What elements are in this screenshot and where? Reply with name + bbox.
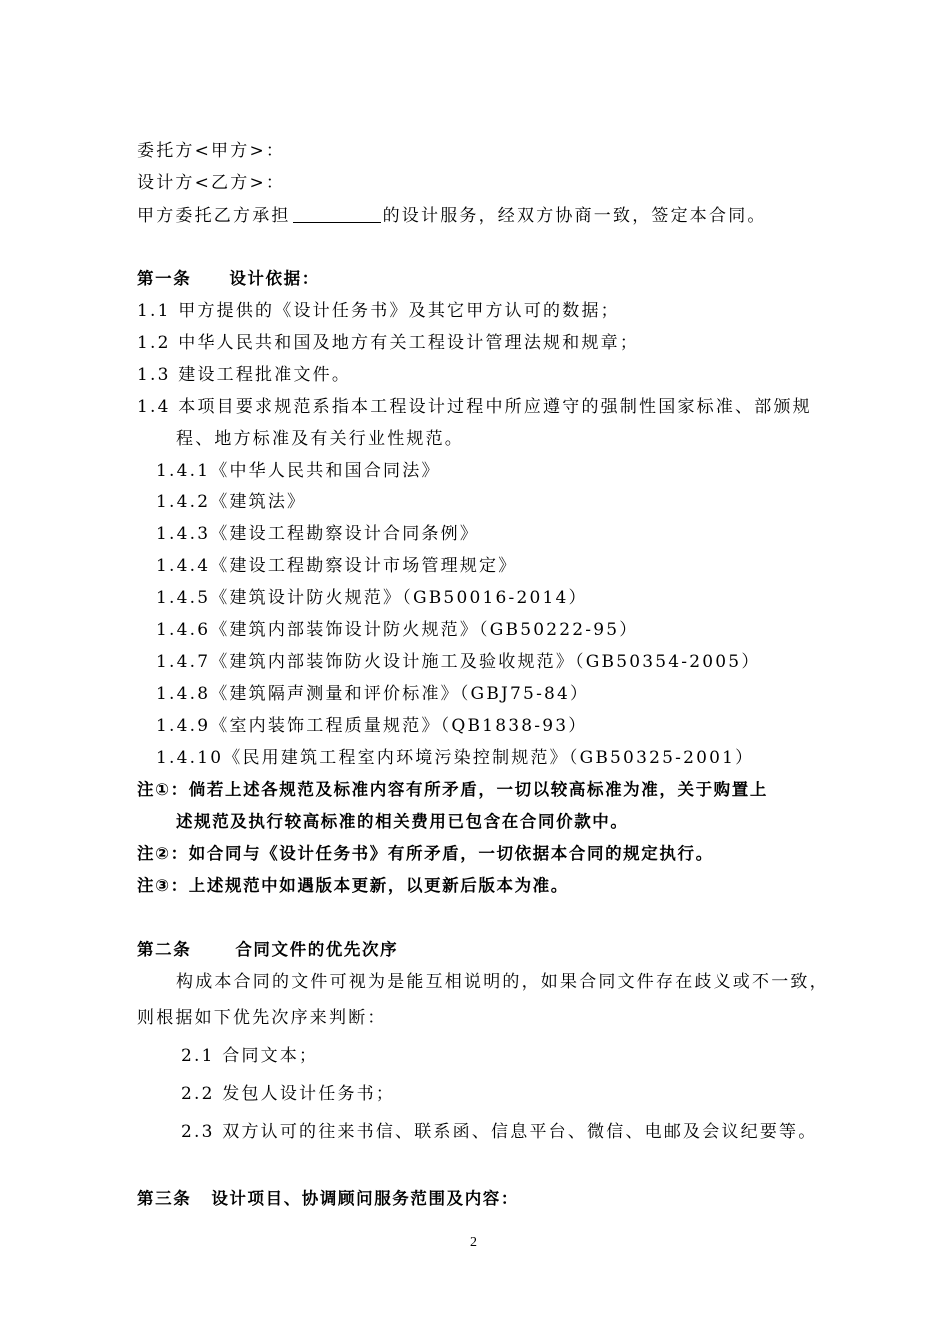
article2-item: 2.3 双方认可的往来书信、联系函、信息平台、微信、电邮及会议纪要等。 — [181, 1122, 818, 1142]
standard-item: 1.4.3《建设工程勘察设计合同条例》 — [156, 524, 480, 544]
article2-number: 第二条 — [137, 940, 192, 959]
article1-heading — [137, 268, 320, 290]
standard-item: 1.4.9《室内装饰工程质量规范》（QB1838-93） — [156, 716, 588, 736]
article1-item: 1.2 中华人民共和国及地方有关工程设计管理法规和规章； — [137, 333, 640, 353]
article2-paragraph-line1: 构成本合同的文件可视为是能互相说明的，如果合同文件存在歧义或不一致， — [176, 972, 829, 992]
standard-item: 1.4.4《建设工程勘察设计市场管理规定》 — [156, 556, 518, 576]
note-1-continued: 述规范及执行较高标准的相关费用已包含在合同价款中。 — [176, 812, 629, 831]
article3-heading — [137, 1188, 519, 1210]
intro-text-after: 的设计服务，经双方协商一致，签定本合同。 — [382, 206, 767, 226]
blank-underline — [293, 204, 381, 223]
note-1: 注①：倘若上述各规范及标准内容有所矛盾，一切以较高标准为准，关于购置上 — [137, 780, 768, 799]
designer-line: 设计方<乙方>： — [137, 173, 286, 193]
standard-item: 1.4.1《中华人民共和国合同法》 — [156, 461, 441, 481]
article2-paragraph-line2: 则根据如下优先次序来判断： — [137, 1008, 387, 1028]
article1-title: 设计依据： — [229, 269, 320, 288]
article2-title: 合同文件的优先次序 — [235, 940, 399, 959]
note-3: 注③：上述规范中如遇版本更新，以更新后版本为准。 — [137, 876, 569, 895]
article3-number: 第三条 — [137, 1189, 192, 1208]
article2-item: 2.1 合同文本； — [181, 1046, 319, 1066]
page-number: 2 — [470, 1235, 477, 1250]
standard-item: 1.4.7《建筑内部装饰防火设计施工及验收规范》（GB50354-2005） — [156, 652, 761, 672]
standard-item: 1.4.8《建筑隔声测量和评价标准》（GBJ75-84） — [156, 684, 590, 704]
standard-item: 1.4.5《建筑设计防火规范》（GB50016-2014） — [156, 588, 588, 608]
article2-item: 2.2 发包人设计任务书； — [181, 1084, 396, 1104]
article1-item: 1.3 建设工程批准文件。 — [137, 365, 352, 385]
intro-text-before: 甲方委托乙方承担 — [137, 206, 291, 226]
note-2: 注②：如合同与《设计任务书》有所矛盾，一切依据本合同的规定执行。 — [137, 844, 714, 863]
standard-item: 1.4.6《建筑内部装饰设计防火规范》（GB50222-95） — [156, 620, 639, 640]
article3-title: 设计项目、协调顾问服务范围及内容： — [211, 1189, 520, 1208]
article1-number: 第一条 — [137, 269, 192, 288]
standard-item: 1.4.2《建筑法》 — [156, 492, 307, 512]
article1-item: 1.4 本项目要求规范系指本工程设计过程中所应遵守的强制性国家标准、部颁规 — [137, 397, 812, 417]
client-line: 委托方<甲方>： — [137, 141, 286, 161]
article1-item-continued: 程、地方标准及有关行业性规范。 — [176, 429, 464, 449]
intro-line — [137, 204, 767, 227]
article2-heading — [137, 939, 398, 961]
article1-item: 1.1 甲方提供的《设计任务书》及其它甲方认可的数据； — [137, 301, 620, 321]
standard-item: 1.4.10《民用建筑工程室内环境污染控制规范》（GB50325-2001） — [156, 748, 755, 768]
